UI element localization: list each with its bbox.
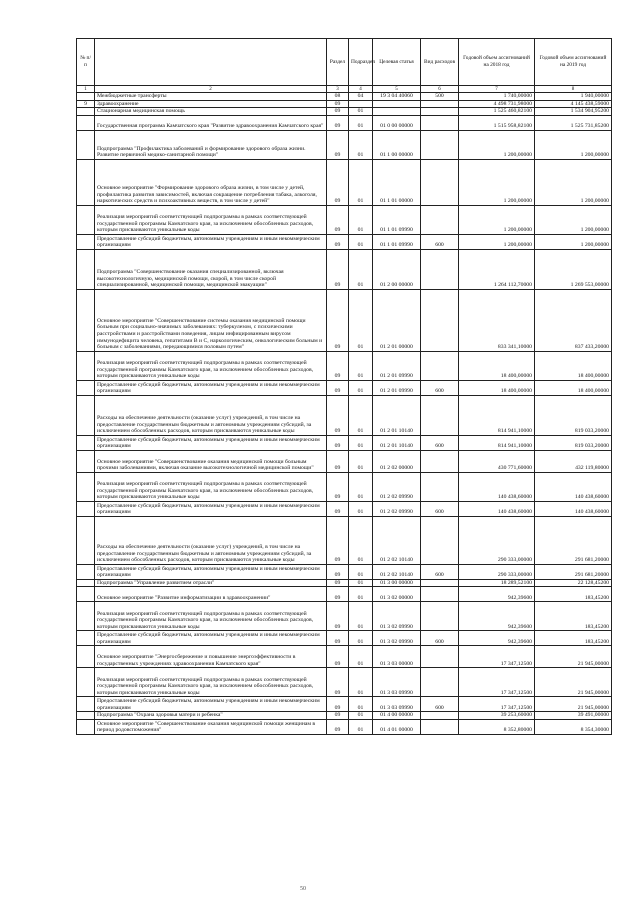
row-podrazdel: 01 <box>349 159 373 205</box>
row-name: Реализация мероприятий соответствующей подпрограммы в рамках соответствующей государственной программы Камчатского края, за исключением обособленных расходов, которым присваиваются уникальные коды <box>95 205 327 234</box>
row-value-2018: 1 264 112,70000 <box>459 249 535 289</box>
row-value-2018: 17 347,12500 <box>459 646 535 668</box>
table-header-row <box>77 39 612 86</box>
row-value-2019: 8 354,30000 <box>535 719 612 734</box>
colnum: 4 <box>349 86 373 93</box>
row-value-2019: 39 491,00000 <box>535 712 612 720</box>
row-podrazdel: 01 <box>349 234 373 249</box>
row-value-2018: 1 200,00000 <box>459 130 535 159</box>
row-value-2018: 1 515 958,82100 <box>459 115 535 130</box>
row-value-2018: 1 200,00000 <box>459 234 535 249</box>
budget-table <box>76 38 612 735</box>
row-value-2018: 39 253,60000 <box>459 712 535 720</box>
row-value-2019: 1 200,00000 <box>535 234 612 249</box>
row-vr <box>421 115 459 130</box>
table-row <box>77 631 612 646</box>
header-csr: Целевая статья <box>373 39 421 86</box>
row-value-2018: 942,39600 <box>459 602 535 631</box>
row-vr <box>421 516 459 564</box>
table-row <box>77 719 612 734</box>
row-podrazdel: 01 <box>349 115 373 130</box>
row-vr <box>421 205 459 234</box>
row-value-2018: 8 352,80000 <box>459 719 535 734</box>
row-vr <box>421 646 459 668</box>
table-body <box>77 93 612 735</box>
table-row <box>77 289 612 351</box>
table-row <box>77 93 612 101</box>
row-value-2018: 18 289,52100 <box>459 579 535 587</box>
row-value-2019: 1 200,00000 <box>535 205 612 234</box>
row-csr: 19 3 04 40060 <box>373 93 421 101</box>
row-value-2018: 942,39600 <box>459 587 535 602</box>
colnum: 6 <box>421 86 459 93</box>
row-csr: 01 0 00 00000 <box>373 115 421 130</box>
row-number <box>77 501 95 516</box>
colnum: 5 <box>373 86 421 93</box>
row-vr <box>421 587 459 602</box>
row-vr <box>421 719 459 734</box>
table-row <box>77 712 612 720</box>
row-number <box>77 351 95 380</box>
colnum: 7 <box>459 86 535 93</box>
row-podrazdel: 01 <box>349 249 373 289</box>
row-value-2019: 1 940,00000 <box>535 93 612 101</box>
row-csr: 01 1 01 09990 <box>373 234 421 249</box>
row-number <box>77 130 95 159</box>
row-csr: 01 2 01 00000 <box>373 289 421 351</box>
row-number <box>77 564 95 579</box>
table-row <box>77 579 612 587</box>
row-csr: 01 1 01 00000 <box>373 159 421 205</box>
row-vr: 600 <box>421 697 459 712</box>
row-value-2018: 18 400,00000 <box>459 351 535 380</box>
row-value-2018: 140 438,60000 <box>459 472 535 501</box>
row-value-2019: 183,45200 <box>535 587 612 602</box>
row-name: Расходы на обеспечение деятельности (оказание услуг) учреждений, в том числе на предоставление государственным бюджетным и автономным учреждениям субсидий, за исключением обособленных расходов, которым присваиваются уникальные коды <box>95 516 327 564</box>
row-razdel: 09 <box>327 697 349 712</box>
row-name: Предоставление субсидий бюджетным, автономным учреждениям и иным некоммерческим организациям <box>95 435 327 450</box>
row-razdel: 09 <box>327 646 349 668</box>
row-value-2019: 1 269 553,00000 <box>535 249 612 289</box>
row-value-2019: 21 945,00000 <box>535 668 612 697</box>
row-podrazdel: 01 <box>349 450 373 472</box>
row-vr <box>421 130 459 159</box>
row-csr <box>373 100 421 108</box>
row-value-2018: 1 525 460,82100 <box>459 108 535 116</box>
row-razdel: 09 <box>327 587 349 602</box>
header-2018: Годовой объем ассигнований на 2018 год <box>459 39 535 86</box>
row-csr: 01 3 00 00000 <box>373 579 421 587</box>
row-vr: 600 <box>421 564 459 579</box>
table-row <box>77 249 612 289</box>
row-number <box>77 380 95 395</box>
page-number: 50 <box>300 886 306 892</box>
row-csr: 01 3 02 00000 <box>373 587 421 602</box>
row-razdel: 09 <box>327 631 349 646</box>
row-name: Предоставление субсидий бюджетным, автономным учреждениям и иным некоммерческим организациям <box>95 697 327 712</box>
row-number <box>77 108 95 116</box>
row-vr <box>421 668 459 697</box>
row-razdel: 09 <box>327 516 349 564</box>
row-name: Основное мероприятие "Совершенствование системы оказания медицинской помощи больным при социально-значимых заболеваниях: туберкулезом, с психическими расстройствами и расстройствами поведения, лицам инфицированным вирусом иммунодефицита человека, гепатитами В и С, наркологическим, онкологическим больным и больным с заболеваниями, передающимися половым путем" <box>95 289 327 351</box>
row-vr <box>421 712 459 720</box>
row-csr: 01 2 01 10140 <box>373 395 421 435</box>
row-csr: 01 3 02 09990 <box>373 631 421 646</box>
row-number <box>77 631 95 646</box>
row-csr: 01 1 01 09990 <box>373 205 421 234</box>
row-number <box>77 719 95 734</box>
row-name: Реализация мероприятий соответствующей подпрограммы в рамках соответствующей государственной программы Камчатского края, за исключением обособленных расходов, которым присваиваются уникальные коды <box>95 602 327 631</box>
row-podrazdel: 01 <box>349 501 373 516</box>
row-razdel: 09 <box>327 289 349 351</box>
row-podrazdel: 01 <box>349 631 373 646</box>
header-razdel: Раздел <box>327 39 349 86</box>
row-vr <box>421 289 459 351</box>
row-razdel: 09 <box>327 450 349 472</box>
row-number <box>77 450 95 472</box>
row-number <box>77 602 95 631</box>
row-razdel: 09 <box>327 205 349 234</box>
row-value-2018: 18 400,00000 <box>459 380 535 395</box>
row-podrazdel: 04 <box>349 93 373 101</box>
row-podrazdel: 01 <box>349 646 373 668</box>
row-value-2019: 291 681,20000 <box>535 564 612 579</box>
row-name: Подпрограмма "Профилактика заболеваний и формирование здорового образа жизни. Развитие первичной медико-санитарной помощи" <box>95 130 327 159</box>
table-row <box>77 351 612 380</box>
row-name: Предоставление субсидий бюджетным, автономным учреждениям и иным некоммерческим организациям <box>95 631 327 646</box>
row-number <box>77 646 95 668</box>
row-value-2018: 942,39600 <box>459 631 535 646</box>
row-value-2018: 17 347,12500 <box>459 697 535 712</box>
header-2019: Годовой объем ассигнований на 2019 год <box>535 39 612 86</box>
row-podrazdel: 01 <box>349 472 373 501</box>
row-number <box>77 115 95 130</box>
row-number <box>77 93 95 101</box>
row-name: Основное мероприятие "Совершенствование оказания медицинской помощи женщинам в период родовспоможения" <box>95 719 327 734</box>
row-number <box>77 249 95 289</box>
header-vr: Вид расходов <box>421 39 459 86</box>
row-vr: 600 <box>421 435 459 450</box>
colnum: 3 <box>327 86 349 93</box>
row-name: Стационарная медицинская помощь <box>95 108 327 116</box>
table-row <box>77 395 612 435</box>
table-row <box>77 516 612 564</box>
table-row <box>77 564 612 579</box>
row-csr: 01 2 01 09990 <box>373 380 421 395</box>
row-csr: 01 2 01 09990 <box>373 351 421 380</box>
row-razdel: 08 <box>327 93 349 101</box>
row-value-2018: 814 941,10000 <box>459 395 535 435</box>
row-value-2019: 819 033,20000 <box>535 435 612 450</box>
header-no: № п/п <box>77 39 95 86</box>
row-razdel: 09 <box>327 100 349 108</box>
row-podrazdel: 01 <box>349 719 373 734</box>
table-row <box>77 587 612 602</box>
row-value-2019: 1 525 731,85200 <box>535 115 612 130</box>
row-podrazdel: 01 <box>349 697 373 712</box>
row-podrazdel: 01 <box>349 587 373 602</box>
row-name: Предоставление субсидий бюджетным, автономным учреждениям и иным некоммерческим организациям <box>95 234 327 249</box>
table-row <box>77 380 612 395</box>
row-podrazdel: 01 <box>349 130 373 159</box>
row-vr <box>421 395 459 435</box>
row-razdel: 09 <box>327 712 349 720</box>
row-podrazdel: 01 <box>349 108 373 116</box>
row-value-2018: 1 740,00000 <box>459 93 535 101</box>
colnum: 2 <box>95 86 327 93</box>
row-value-2018: 833 341,10000 <box>459 289 535 351</box>
row-value-2019: 21 945,00000 <box>535 646 612 668</box>
row-value-2018: 290 333,00000 <box>459 516 535 564</box>
table-row <box>77 130 612 159</box>
row-razdel: 09 <box>327 501 349 516</box>
row-value-2019: 1 200,00000 <box>535 130 612 159</box>
row-razdel: 09 <box>327 564 349 579</box>
row-number <box>77 516 95 564</box>
row-vr <box>421 249 459 289</box>
row-name: Реализация мероприятий соответствующей подпрограммы в рамках соответствующей государственной программы Камчатского края, за исключением обособленных расходов, которым присваиваются уникальные коды <box>95 668 327 697</box>
row-name: Подпрограмма "Управление развитием отрасли" <box>95 579 327 587</box>
table-row <box>77 115 612 130</box>
row-podrazdel <box>349 100 373 108</box>
table-row <box>77 602 612 631</box>
header-podrazdel: Подраздел <box>349 39 373 86</box>
colnum: 8 <box>535 86 612 93</box>
row-name: Здравоохранение <box>95 100 327 108</box>
row-value-2019: 21 945,00000 <box>535 697 612 712</box>
row-value-2018: 4 498 731,98000 <box>459 100 535 108</box>
row-value-2019: 183,45200 <box>535 631 612 646</box>
row-number <box>77 159 95 205</box>
row-vr <box>421 100 459 108</box>
table-row <box>77 450 612 472</box>
row-name: Подпрограмма "Охрана здоровья матери и ребенка" <box>95 712 327 720</box>
column-number-row <box>77 86 612 93</box>
row-vr: 600 <box>421 501 459 516</box>
row-csr: 01 3 03 09990 <box>373 668 421 697</box>
row-number <box>77 435 95 450</box>
row-number <box>77 697 95 712</box>
row-value-2018: 814 941,10000 <box>459 435 535 450</box>
row-name: Реализация мероприятий соответствующей подпрограммы в рамках соответствующей государственной программы Камчатского края, за исключением обособленных расходов, которым присваиваются уникальные коды <box>95 351 327 380</box>
row-csr: 01 3 03 00000 <box>373 646 421 668</box>
colnum: 1 <box>77 86 95 93</box>
row-csr <box>373 108 421 116</box>
row-podrazdel: 01 <box>349 380 373 395</box>
row-value-2019: 18 400,00000 <box>535 351 612 380</box>
row-value-2019: 18 400,00000 <box>535 380 612 395</box>
row-name: Предоставление субсидий бюджетным, автономным учреждениям и иным некоммерческим организациям <box>95 380 327 395</box>
row-number <box>77 668 95 697</box>
row-razdel: 09 <box>327 249 349 289</box>
row-name: Основное мероприятие "Развитие информатизации в здравоохранении" <box>95 587 327 602</box>
row-value-2018: 1 200,00000 <box>459 205 535 234</box>
table-row <box>77 697 612 712</box>
row-number: 9 <box>77 100 95 108</box>
row-csr: 01 2 00 00000 <box>373 249 421 289</box>
row-podrazdel: 01 <box>349 351 373 380</box>
row-vr: 500 <box>421 93 459 101</box>
row-razdel: 09 <box>327 380 349 395</box>
row-name: Основное мероприятие "Формирование здорового образа жизни, в том числе у детей, профилактика развития зависимостей, включая сокращение потребления табака, алкоголя, наркотических средств и психоактивных веществ, в том числе у детей" <box>95 159 327 205</box>
row-csr: 01 1 00 00000 <box>373 130 421 159</box>
row-razdel: 09 <box>327 108 349 116</box>
row-number <box>77 395 95 435</box>
row-razdel: 09 <box>327 668 349 697</box>
row-number <box>77 579 95 587</box>
table-row <box>77 234 612 249</box>
row-csr: 01 4 00 00000 <box>373 712 421 720</box>
row-name: Предоставление субсидий бюджетным, автономным учреждениям и иным некоммерческим организациям <box>95 501 327 516</box>
row-podrazdel: 01 <box>349 205 373 234</box>
row-value-2018: 140 438,60000 <box>459 501 535 516</box>
row-vr <box>421 450 459 472</box>
row-podrazdel: 01 <box>349 579 373 587</box>
row-name: Реализация мероприятий соответствующей подпрограммы в рамках соответствующей государственной программы Камчатского края, за исключением обособленных расходов, которым присваиваются уникальные коды <box>95 472 327 501</box>
row-number <box>77 472 95 501</box>
row-vr: 600 <box>421 631 459 646</box>
row-value-2019: 1 200,00000 <box>535 159 612 205</box>
row-razdel: 09 <box>327 719 349 734</box>
row-vr: 600 <box>421 380 459 395</box>
row-podrazdel: 01 <box>349 564 373 579</box>
table-row <box>77 108 612 116</box>
row-value-2019: 819 033,20000 <box>535 395 612 435</box>
table-row <box>77 100 612 108</box>
row-csr: 01 3 02 09990 <box>373 602 421 631</box>
row-value-2019: 837 433,20000 <box>535 289 612 351</box>
row-razdel: 09 <box>327 159 349 205</box>
row-csr: 01 2 02 09990 <box>373 501 421 516</box>
row-value-2019: 140 438,60000 <box>535 472 612 501</box>
row-vr <box>421 579 459 587</box>
row-vr <box>421 108 459 116</box>
row-value-2019: 140 438,60000 <box>535 501 612 516</box>
row-name: Государственная программа Камчатского края "Развитие здравоохранения Камчатского края" <box>95 115 327 130</box>
row-csr: 01 2 01 10140 <box>373 435 421 450</box>
budget-table-sheet <box>76 38 611 735</box>
row-number <box>77 234 95 249</box>
row-value-2019: 22 128,45200 <box>535 579 612 587</box>
row-csr: 01 3 03 09990 <box>373 697 421 712</box>
row-razdel: 09 <box>327 130 349 159</box>
row-razdel: 09 <box>327 472 349 501</box>
row-name: Расходы на обеспечение деятельности (оказание услуг) учреждений, в том числе на предоставление государственным бюджетным и автономным учреждениям субсидий, за исключением обособленных расходов, которым присваиваются уникальные коды <box>95 395 327 435</box>
row-podrazdel: 01 <box>349 395 373 435</box>
row-number <box>77 205 95 234</box>
row-podrazdel: 01 <box>349 435 373 450</box>
table-row <box>77 501 612 516</box>
row-number <box>77 289 95 351</box>
table-row <box>77 472 612 501</box>
row-name: Предоставление субсидий бюджетным, автономным учреждениям и иным некоммерческим организациям <box>95 564 327 579</box>
row-razdel: 09 <box>327 115 349 130</box>
table-row <box>77 668 612 697</box>
row-razdel: 09 <box>327 602 349 631</box>
row-vr <box>421 159 459 205</box>
row-value-2018: 17 347,12500 <box>459 668 535 697</box>
row-csr: 01 2 02 10140 <box>373 516 421 564</box>
row-value-2018: 1 200,00000 <box>459 159 535 205</box>
row-name: Основное мероприятие "Энергосбережение и повышение энергоэффективности в государственных учреждениях здравоохранения Камчатского края" <box>95 646 327 668</box>
row-csr: 01 2 02 09990 <box>373 472 421 501</box>
row-podrazdel: 01 <box>349 712 373 720</box>
row-number <box>77 587 95 602</box>
table-row <box>77 205 612 234</box>
row-podrazdel: 01 <box>349 289 373 351</box>
row-value-2018: 290 333,00000 <box>459 564 535 579</box>
table-row <box>77 159 612 205</box>
row-podrazdel: 01 <box>349 516 373 564</box>
row-razdel: 09 <box>327 435 349 450</box>
row-razdel: 09 <box>327 351 349 380</box>
row-name: Подпрограмма "Совершенствование оказания специализированной, включая высокотехнологичную, медицинской помощи, скорой, в том числе скорой специализированной, медицинской помощи, медицинской эвакуации" <box>95 249 327 289</box>
row-value-2018: 430 771,60000 <box>459 450 535 472</box>
row-csr: 01 2 02 00000 <box>373 450 421 472</box>
row-vr <box>421 602 459 631</box>
row-vr <box>421 351 459 380</box>
row-podrazdel: 01 <box>349 602 373 631</box>
row-name: Основное мероприятие "Совершенствование оказания медицинской помощи больным прочими заболеваниями, включая оказание высокотехнологичной медицинской помощи" <box>95 450 327 472</box>
row-vr: 600 <box>421 234 459 249</box>
header-name <box>95 39 327 86</box>
row-vr <box>421 472 459 501</box>
row-podrazdel: 01 <box>349 668 373 697</box>
table-row <box>77 646 612 668</box>
row-razdel: 09 <box>327 579 349 587</box>
row-razdel: 09 <box>327 395 349 435</box>
row-value-2019: 432 119,80000 <box>535 450 612 472</box>
table-row <box>77 435 612 450</box>
row-csr: 01 4 01 00000 <box>373 719 421 734</box>
row-value-2019: 4 145 438,59000 <box>535 100 612 108</box>
row-value-2019: 183,45200 <box>535 602 612 631</box>
row-name: Межбюджетные трансферты <box>95 93 327 101</box>
row-value-2019: 1 534 904,95200 <box>535 108 612 116</box>
row-razdel: 09 <box>327 234 349 249</box>
row-csr: 01 2 02 10140 <box>373 564 421 579</box>
row-number <box>77 712 95 720</box>
row-value-2019: 291 681,20000 <box>535 516 612 564</box>
